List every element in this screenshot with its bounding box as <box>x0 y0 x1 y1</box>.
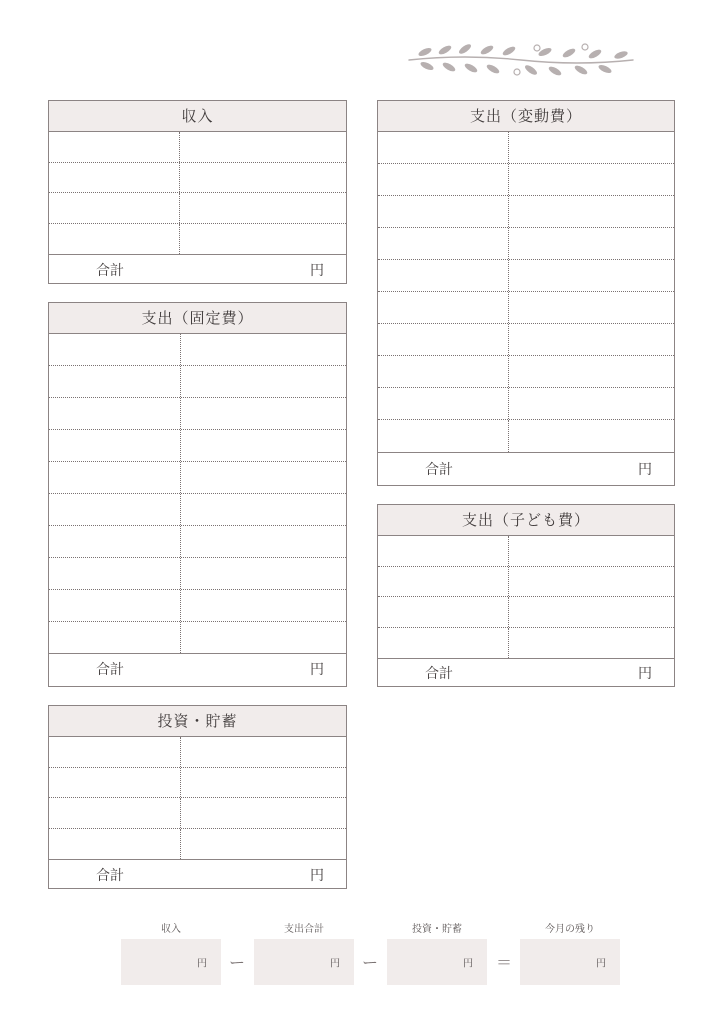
table-row[interactable] <box>378 228 674 260</box>
table-row[interactable] <box>49 798 346 829</box>
table-row[interactable] <box>378 260 674 292</box>
children-expense-title: 支出（子ども費） <box>378 505 674 536</box>
table-row[interactable] <box>378 356 674 388</box>
yen-unit: 円 <box>596 958 606 970</box>
summary-field-remaining[interactable] <box>520 939 620 985</box>
total-label: 合計 <box>425 666 453 682</box>
fixed-expense-rows <box>49 334 346 653</box>
summary-label-remaining: 今月の残り <box>545 924 595 935</box>
summary-field-savings[interactable] <box>387 939 487 985</box>
variable-expense-rows <box>378 132 674 452</box>
total-label: 合計 <box>96 662 124 678</box>
table-row[interactable] <box>49 622 346 653</box>
income-section <box>48 100 347 284</box>
table-row[interactable] <box>378 420 674 452</box>
yen-unit: 円 <box>310 867 324 884</box>
yen-unit: 円 <box>197 958 207 970</box>
savings-total[interactable] <box>49 859 346 889</box>
summary-field-expense-total[interactable] <box>254 939 354 985</box>
savings-title: 投資・貯蓄 <box>49 706 346 737</box>
table-row[interactable] <box>49 224 346 255</box>
total-label: 合計 <box>96 867 124 884</box>
yen-unit: 円 <box>310 262 324 279</box>
variable-expense-section <box>377 100 675 486</box>
summary-label-savings: 投資・貯蓄 <box>412 924 462 935</box>
table-row[interactable] <box>378 196 674 228</box>
children-expense-total[interactable] <box>378 658 674 687</box>
summary-label-income: 収入 <box>161 924 181 935</box>
table-row[interactable] <box>49 163 346 194</box>
savings-rows <box>49 737 346 859</box>
table-row[interactable] <box>49 430 346 462</box>
summary-label-expense-total: 支出合計 <box>284 924 324 935</box>
variable-expense-title: 支出（変動費） <box>378 101 674 132</box>
laurel-branch-icon <box>405 38 637 82</box>
fixed-expense-total[interactable] <box>49 653 346 684</box>
table-row[interactable] <box>49 768 346 799</box>
children-expense-rows <box>378 536 674 658</box>
income-title: 収入 <box>49 101 346 132</box>
table-row[interactable] <box>378 164 674 196</box>
fixed-expense-title: 支出（固定費） <box>49 303 346 334</box>
yen-unit: 円 <box>638 666 652 682</box>
table-row[interactable] <box>49 398 346 430</box>
table-row[interactable] <box>49 829 346 860</box>
table-row[interactable] <box>49 193 346 224</box>
minus-operator: ー <box>228 953 245 972</box>
yen-unit: 円 <box>638 461 652 478</box>
income-total[interactable] <box>49 254 346 284</box>
table-row[interactable] <box>49 462 346 494</box>
table-row[interactable] <box>49 132 346 163</box>
table-row[interactable] <box>49 737 346 768</box>
table-row[interactable] <box>378 292 674 324</box>
total-label: 合計 <box>425 461 453 478</box>
total-label: 合計 <box>96 262 124 279</box>
table-row[interactable] <box>378 567 674 598</box>
table-row[interactable] <box>378 536 674 567</box>
table-row[interactable] <box>49 494 346 526</box>
income-rows <box>49 132 346 254</box>
table-row[interactable] <box>378 324 674 356</box>
yen-unit: 円 <box>330 958 340 970</box>
savings-section <box>48 705 347 889</box>
variable-expense-total[interactable] <box>378 452 674 484</box>
minus-operator: ー <box>361 953 378 972</box>
equals-operator: ＝ <box>495 953 512 972</box>
table-row[interactable] <box>49 590 346 622</box>
table-row[interactable] <box>378 628 674 659</box>
children-expense-section <box>377 504 675 687</box>
table-row[interactable] <box>49 334 346 366</box>
table-row[interactable] <box>378 132 674 164</box>
table-row[interactable] <box>49 558 346 590</box>
fixed-expense-section <box>48 302 347 687</box>
summary-field-income[interactable] <box>121 939 221 985</box>
yen-unit: 円 <box>310 662 324 678</box>
table-row[interactable] <box>378 597 674 628</box>
table-row[interactable] <box>49 366 346 398</box>
table-row[interactable] <box>49 526 346 558</box>
table-row[interactable] <box>378 388 674 420</box>
yen-unit: 円 <box>463 958 473 970</box>
